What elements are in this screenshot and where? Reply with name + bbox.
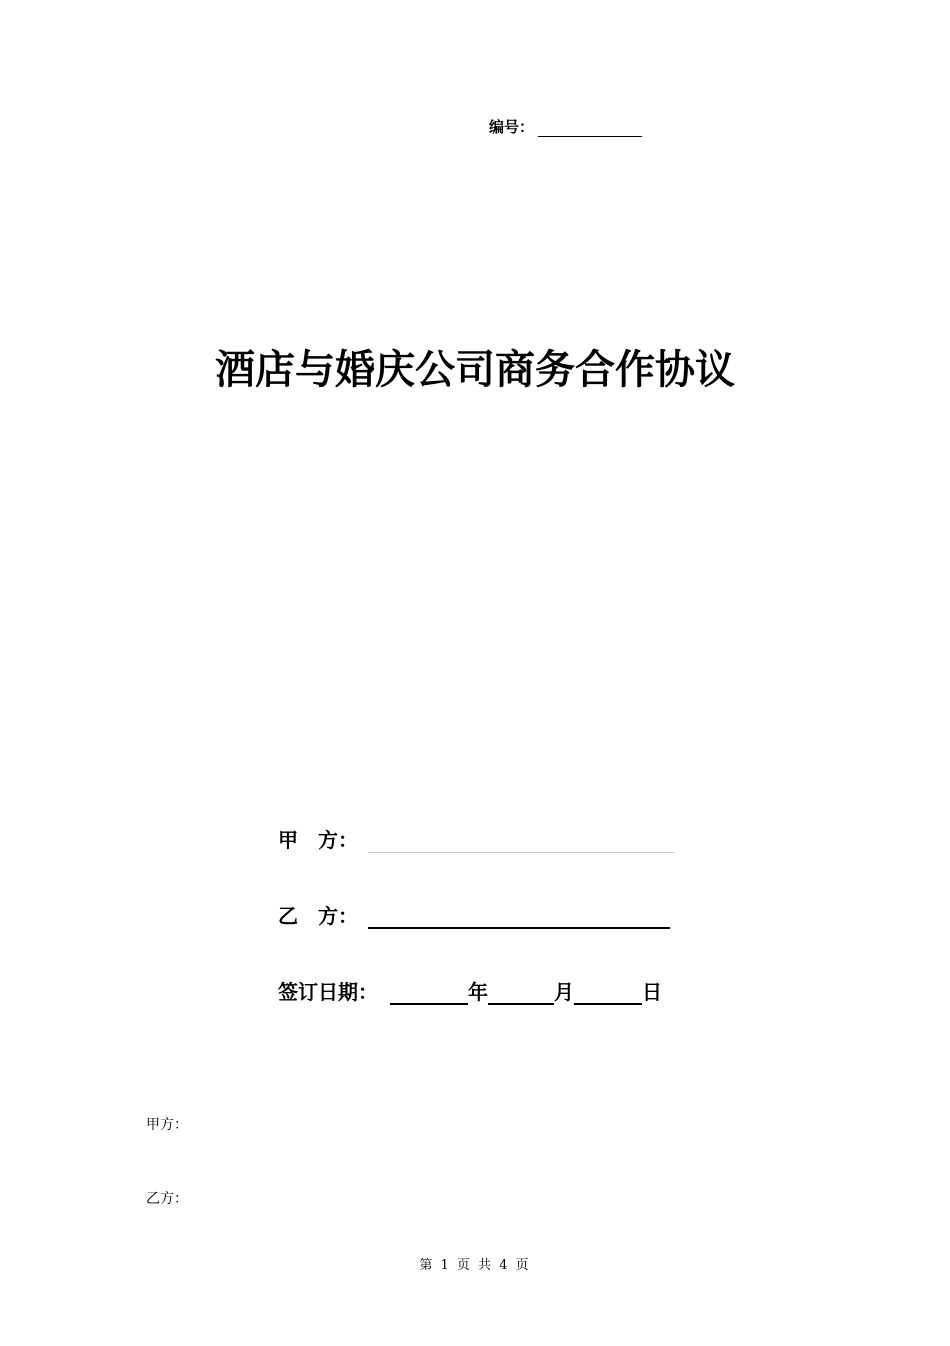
signing-date-field [278,976,662,1005]
party-a-field [278,824,674,853]
serial-number-label: 编号： [489,118,535,136]
party-a-blank[interactable] [368,828,674,853]
party-b-heading: 乙方： [146,1191,188,1207]
party-b-field [278,900,670,929]
serial-number-field [489,116,642,137]
party-b-label: 乙 方： [278,904,358,928]
party-b-blank[interactable] [368,903,670,929]
month-unit: 月 [554,980,574,1004]
serial-number-blank[interactable] [538,118,642,137]
signing-date-label: 签订日期： [278,980,378,1004]
page-number: 第 1 页 共 4 页 [419,1258,531,1273]
day-blank[interactable] [574,979,642,1005]
year-blank[interactable] [390,979,468,1005]
party-a-heading: 甲方： [146,1117,188,1133]
document-title: 酒店与婚庆公司商务合作协议 [215,346,735,393]
year-unit: 年 [468,980,488,1004]
month-blank[interactable] [488,979,554,1005]
party-a-label: 甲 方： [278,828,358,852]
day-unit: 日 [642,980,662,1004]
